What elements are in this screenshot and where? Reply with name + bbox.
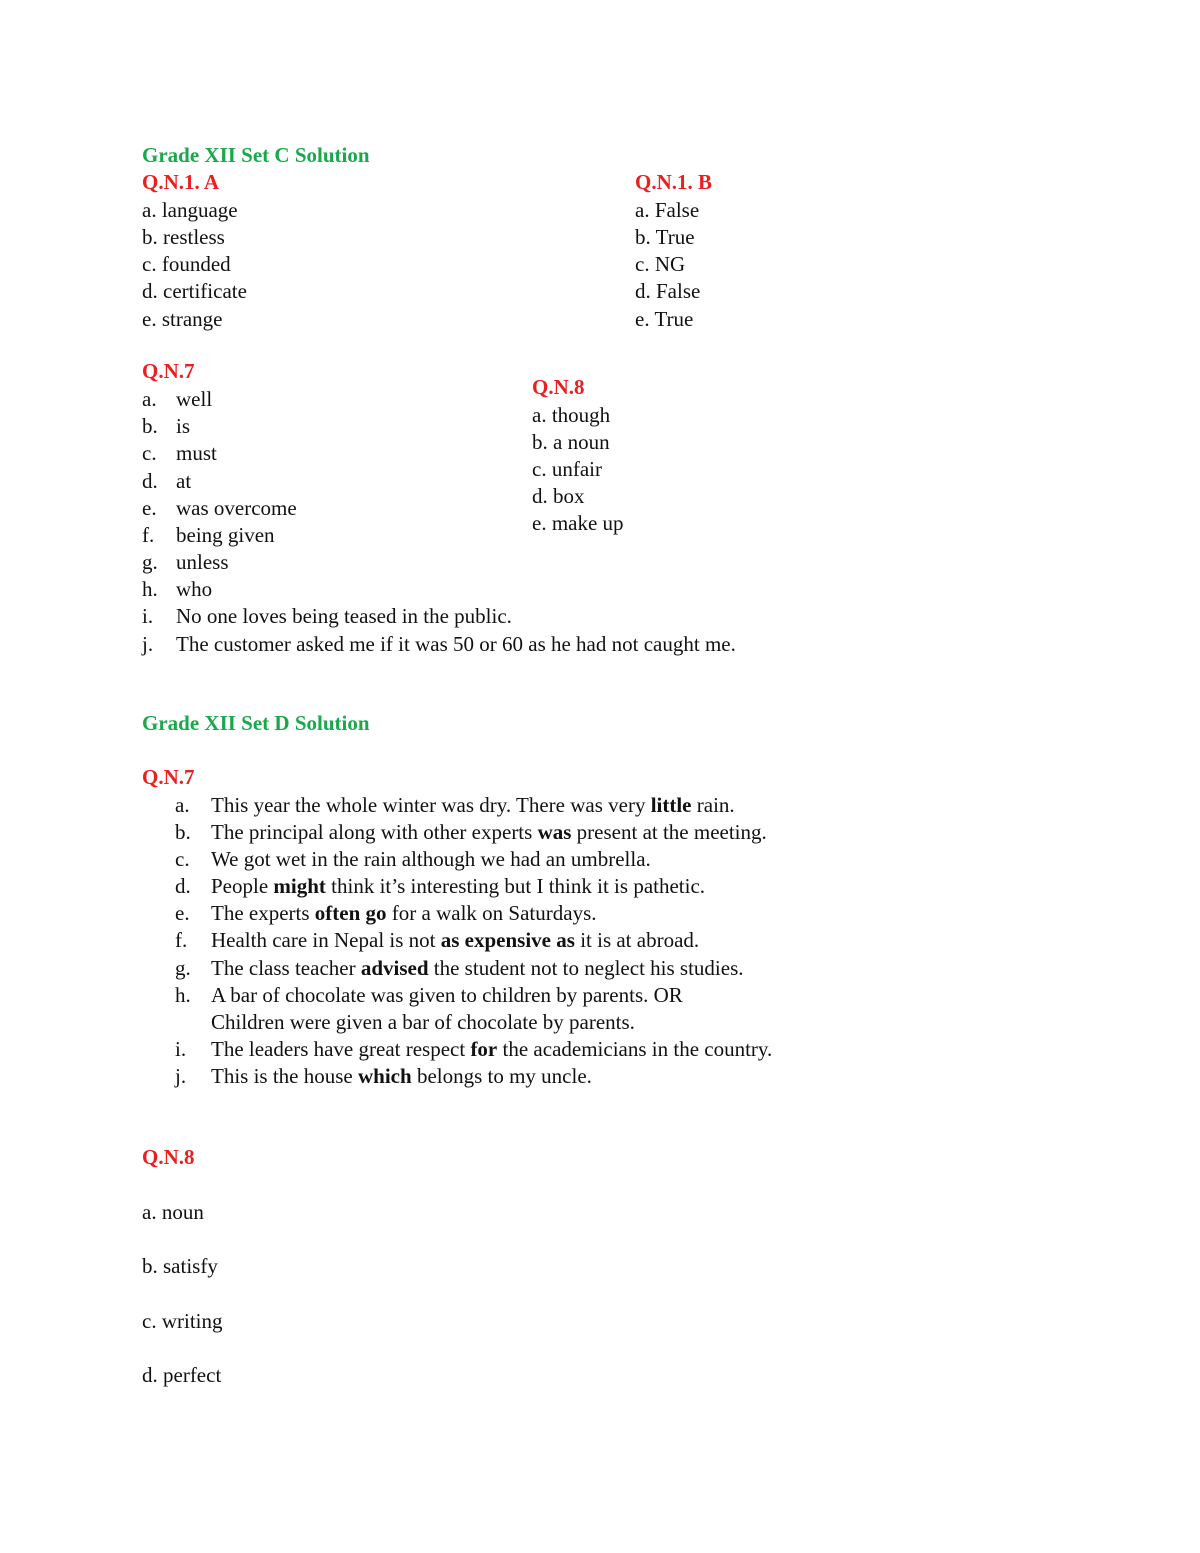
list-item: a. language: [142, 198, 238, 222]
set-d-q7-heading: Q.N.7: [142, 765, 195, 789]
list-marker: i.: [175, 1037, 187, 1061]
list-marker: e.: [175, 901, 190, 925]
list-item: a. noun: [142, 1200, 204, 1224]
list-marker: h.: [142, 577, 158, 601]
list-item: b. True: [635, 225, 695, 249]
list-item: d. perfect: [142, 1363, 222, 1387]
set-c-q1a-heading: Q.N.1. A: [142, 170, 220, 194]
list-item: c. NG: [635, 252, 686, 276]
list-item: d. box: [532, 484, 585, 508]
list-marker: g.: [142, 550, 158, 574]
list-text: This year the whole winter was dry. There was very little rain.: [211, 793, 735, 817]
list-marker: d.: [142, 469, 158, 493]
list-item: c. writing: [142, 1309, 223, 1333]
list-marker: h.: [175, 983, 191, 1007]
list-text: The leaders have great respect for the academicians in the country.: [211, 1037, 773, 1061]
list-marker: a.: [142, 387, 157, 411]
list-text: who: [176, 577, 213, 601]
list-marker: g.: [175, 956, 191, 980]
list-text: unless: [176, 550, 229, 574]
list-item: c. unfair: [532, 457, 602, 481]
list-marker: a.: [175, 793, 190, 817]
set-c-q7-heading: Q.N.7: [142, 359, 195, 383]
list-marker: e.: [142, 496, 157, 520]
set-d-title: Grade XII Set D Solution: [142, 711, 370, 735]
list-text: The customer asked me if it was 50 or 60 as he had not caught me.: [176, 632, 736, 656]
list-marker: b.: [142, 414, 158, 438]
list-text: This is the house which belongs to my uncle.: [211, 1064, 592, 1088]
list-marker: d.: [175, 874, 191, 898]
list-text: is: [176, 414, 191, 438]
list-text: Health care in Nepal is not as expensive as it is at abroad.: [211, 928, 700, 952]
list-text: We got wet in the rain although we had an umbrella.: [211, 847, 651, 871]
list-marker: f.: [142, 523, 155, 547]
list-item: b. satisfy: [142, 1254, 218, 1278]
list-text: The class teacher advised the student not to neglect his studies.: [211, 956, 744, 980]
list-text: The principal along with other experts was present at the meeting.: [211, 820, 767, 844]
list-text: being given: [176, 523, 275, 547]
list-marker: j.: [142, 632, 154, 656]
list-marker: i.: [142, 604, 154, 628]
list-item: d. False: [635, 279, 701, 303]
list-marker: c.: [175, 847, 190, 871]
list-item: c. founded: [142, 252, 231, 276]
list-text: was overcome: [176, 496, 297, 520]
list-item: b. restless: [142, 225, 225, 249]
list-text: Children were given a bar of chocolate by parents.: [211, 1010, 635, 1034]
list-text: The experts often go for a walk on Saturdays.: [211, 901, 597, 925]
set-c-title: Grade XII Set C Solution: [142, 143, 370, 167]
list-item: b. a noun: [532, 430, 610, 454]
list-text: must: [176, 441, 217, 465]
list-marker: b.: [175, 820, 191, 844]
list-text: A bar of chocolate was given to children by parents. OR: [211, 983, 683, 1007]
list-item: e. make up: [532, 511, 624, 535]
set-c-q8-heading: Q.N.8: [532, 375, 585, 399]
list-item: a. though: [532, 403, 611, 427]
list-text: at: [176, 469, 192, 493]
set-d-q8-heading: Q.N.8: [142, 1145, 195, 1169]
list-item: e. strange: [142, 307, 223, 331]
list-text: No one loves being teased in the public.: [176, 604, 512, 628]
list-item: e. True: [635, 307, 694, 331]
list-text: People might think it’s interesting but I think it is pathetic.: [211, 874, 706, 898]
list-marker: f.: [175, 928, 188, 952]
list-text: well: [176, 387, 213, 411]
list-item: d. certificate: [142, 279, 247, 303]
list-marker: c.: [142, 441, 157, 465]
set-c-q1b-heading: Q.N.1. B: [635, 170, 713, 194]
list-item: a. False: [635, 198, 700, 222]
list-marker: j.: [175, 1064, 187, 1088]
